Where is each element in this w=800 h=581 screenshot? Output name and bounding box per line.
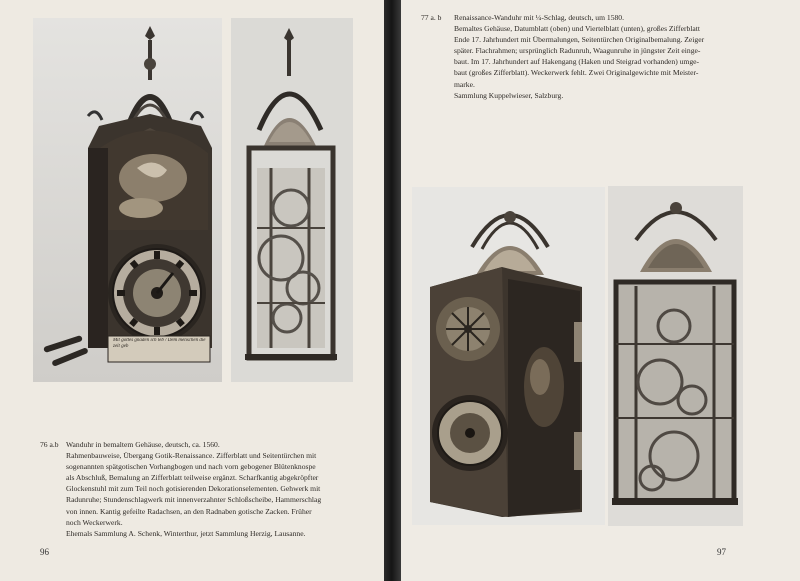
right-page — [401, 0, 800, 581]
caption-line: baut (großes Zifferblatt). Weckerwerk fehlt. Zwei Originalgewichte mit Meister- — [454, 68, 699, 78]
caption-line: Bemaltes Gehäuse, Datumblatt (oben) und Viertelblatt (unten), großes Zifferblatt — [454, 24, 700, 34]
caption-line: noch Weckerwerk. — [66, 517, 123, 527]
page-number: 96 — [40, 547, 49, 557]
page-number: 97 — [717, 547, 726, 557]
caption-line: Radunruhe; Stundenschlagwerk mit innenverzahnter Schloßscheibe, Hammerschlag — [66, 495, 322, 505]
caption-line: Wanduhr in bemaltem Gehäuse, deutsch, ca. 1560. — [66, 440, 220, 449]
caption-text — [454, 12, 704, 101]
caption-line: später. Flachrahmen; ursprünglich Radunruh, Waagunruhe in jüngster Zeit einge- — [454, 46, 701, 56]
photo-76b-clock-mechanism — [231, 18, 353, 382]
clock-front-illustration — [412, 187, 605, 525]
caption-line: baut. Im 17. Jahrhundert auf Hakengang (Haken und Steigrad vorhanden) umge- — [454, 57, 700, 67]
clock-front-illustration — [33, 18, 222, 382]
photo-77b-clock-mechanism — [608, 186, 743, 526]
photo-77a-clock-front — [412, 187, 605, 525]
caption-line: Rahmenbauweise, Übergang Gotik-Renaissance. Zifferblatt und Seitentürchen mit — [66, 451, 317, 461]
caption-line: Renaissance-Wanduhr mit ¼-Schlag, deutsch, um 1580. — [454, 13, 624, 22]
book-gutter — [384, 0, 401, 581]
clock-mechanism-illustration — [608, 186, 743, 526]
caption-76 — [40, 439, 375, 539]
caption-number: 76 a.b — [40, 440, 59, 449]
caption-line: Sammlung Kuppelwieser, Salzburg. — [454, 90, 564, 100]
clock-inscription: Mit gottes gnaden ich leb / Dem menschen die zeit geb — [113, 338, 206, 349]
caption-line: Ehemals Sammlung A. Schenk, Winterthur, jetzt Sammlung Herzig, Lausanne. — [66, 528, 306, 538]
caption-line: Ende 17. Jahrhundert mit Übermalungen, Seitentürchen Originalbemalung. Zeiger — [454, 35, 705, 45]
caption-number: 77 a. b — [421, 13, 442, 22]
caption-line: von innen. Kantig gefeilte Radachsen, an den Radnaben gotische Zacken. Früher — [66, 506, 312, 516]
caption-77 — [421, 12, 791, 104]
caption-line: sogenannten spätgotischen Vorhangbogen und nach vorn gebogener Blütenknospe — [66, 462, 316, 472]
caption-text — [66, 439, 321, 539]
caption-line: marke. — [454, 79, 475, 89]
caption-line: als Abschluß, Bemalung an Zifferblatt teilweise ergänzt. Scharfkantig abgekröpfter — [66, 473, 319, 483]
caption-line: Glockenstuhl mit zum Teil noch gotisierenden Dekorationselementen. Gehwerk mit — [66, 484, 321, 494]
clock-mechanism-illustration — [231, 18, 353, 382]
left-page — [0, 0, 384, 581]
photo-76a-clock-front — [33, 18, 222, 382]
